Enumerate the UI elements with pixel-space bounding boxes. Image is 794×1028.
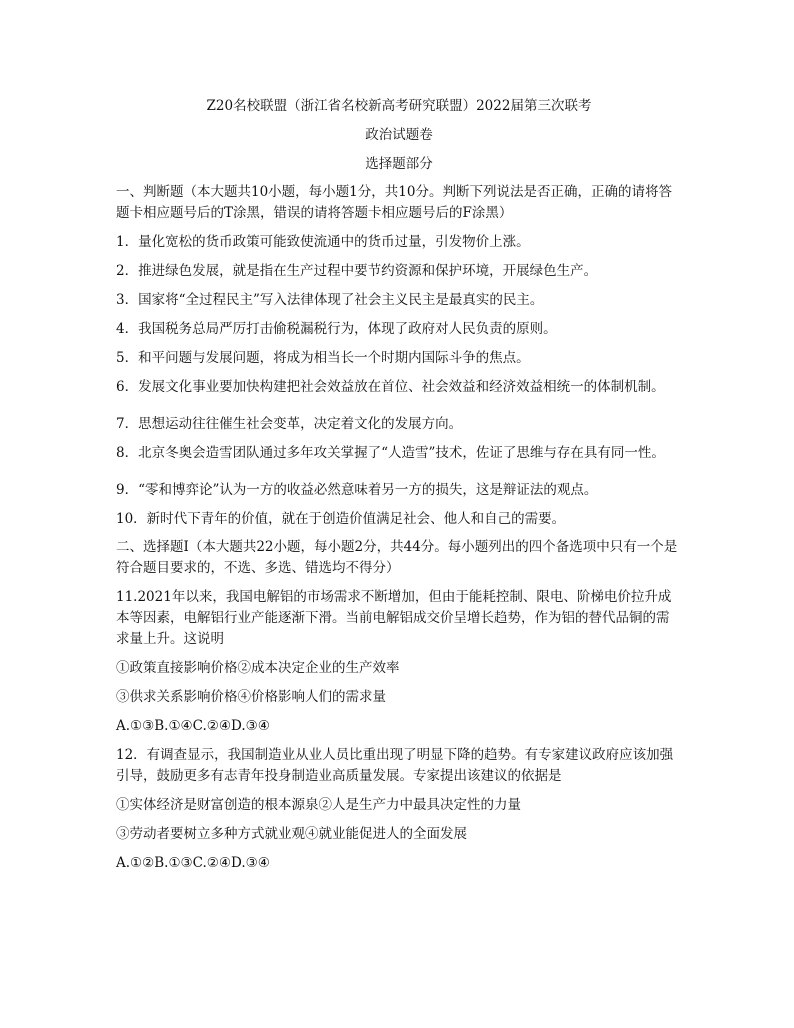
- section1-heading: 一、判断题（本大题共10小题，每小题1分，共10分。判断下列说法是否正确，正确的请将答题卡相应题号后的T涂黑，错误的请将答题卡相应题号后的F涂黑）: [116, 184, 672, 221]
- judgment-item-1: 1．量化宽松的货币政策可能致使流通中的货币过量，引发物价上涨。: [116, 234, 530, 250]
- question-11-option-line-2: ③供求关系影响价格④价格影响人们的需求量: [116, 689, 386, 705]
- exam-subject: 政治试题卷: [365, 127, 433, 143]
- question-11-stem: 11.2021年以来，我国电解铝的市场需求不断增加，但由于能耗控制、限电、阶梯电价拉升成本等因素，电解铝行业产能逐渐下滑。当前电解铝成交价呈增长趋势，作为铝的替代品铜的需求量上升。这说明: [116, 589, 672, 647]
- question-12-option-line-1: ①实体经济是财富创造的根本源泉②人是生产力中最具决定性的力量: [116, 797, 521, 813]
- question-12-answers: A.①②B.①③C.②④D.③④: [116, 855, 270, 871]
- exam-part: 选择题部分: [365, 156, 433, 172]
- judgment-item-9: 9．“零和博弈论”认为一方的收益必然意味着另一方的损失，这是辩证法的观点。: [116, 482, 598, 498]
- judgment-item-7: 7．思想运动往往催生社会变革，决定着文化的发展方向。: [116, 416, 463, 432]
- judgment-item-10: 10．新时代下青年的价值，就在于创造价值满足社会、他人和自己的需要。: [116, 511, 566, 527]
- question-12-stem: 12．有调查显示，我国制造业从业人员比重出现了明显下降的趋势。有专家建议政府应该加强引导，鼓励更多有志青年投身制造业高质量发展。专家提出该建议的依据是: [116, 747, 674, 784]
- judgment-item-5: 5．和平问题与发展问题，将成为相当长一个时期内国际斗争的焦点。: [116, 350, 530, 366]
- judgment-item-6: 6．发展文化事业要加快构建把社会效益放在首位、社会效益和经济效益相统一的体制机制。: [116, 379, 665, 395]
- exam-page: [116, 92, 682, 878]
- question-12-option-line-2: ③劳动者要树立多种方式就业观④就业能促进人的全面发展: [116, 826, 467, 842]
- question-11-option-line-1: ①政策直接影响价格②成本决定企业的生产效率: [116, 660, 400, 676]
- question-11-answers: A.①③B.①④C.②④D.③④: [116, 718, 270, 734]
- judgment-item-2: 2．推进绿色发展，就是指在生产过程中要节约资源和保护环境，开展绿色生产。: [116, 263, 598, 279]
- exam-title: Z20名校联盟（浙江省名校新高考研究联盟）2022届第三次联考: [206, 98, 592, 114]
- section2-heading: 二、选择题Ⅰ（本大题共22小题，每小题2分，共44分。每小题列出的四个备选项中只有一个是符合题目要求的，不选、多选、错选均不得分）: [116, 539, 678, 576]
- judgment-item-3: 3．国家将“全过程民主”写入法律体现了社会主义民主是最真实的民主。: [116, 292, 544, 308]
- judgment-item-8: 8．北京冬奥会造雪团队通过多年攻关掌握了“人造雪”技术，佐证了思维与存在具有同一性。: [116, 445, 665, 461]
- judgment-item-4: 4．我国税务总局严厉打击偷税漏税行为，体现了政府对人民负责的原则。: [116, 321, 557, 337]
